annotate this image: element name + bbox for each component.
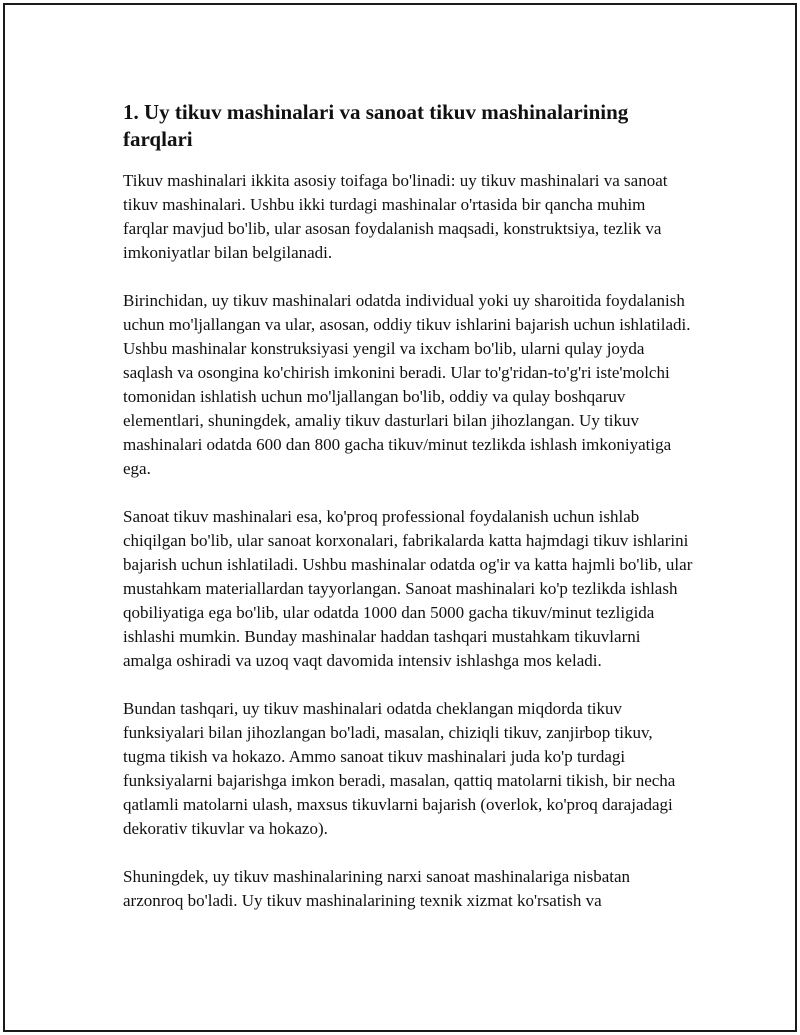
paragraph-intro: Tikuv mashinalari ikkita asosiy toifaga bo'linadi: uy tikuv mashinalari va sanoat tikuv mashinalari. Ushbu ikki turdagi mashinalar o'rtasida bir qancha muhim farqlar mavjud bo'lib, ular asosan foydalanish maqsadi, konstruktsiya, tezlik va imkoniyatlar bilan belgilanadi. xyxy=(123,171,668,262)
document-body xyxy=(123,99,693,937)
paragraph-functions: Bundan tashqari, uy tikuv mashinalari odatda cheklangan miqdorda tikuv funksiyalari bilan jihozlangan bo'ladi, masalan, chiziqli tikuv, zanjirbop tikuv, tugma tikish va hokazo. Ammo sanoat tikuv mashinalari juda ko'p turdagi funksiyalarni bajarishga imkon beradi, masalan, qattiq matolarni tikish, bir necha qatlamli matolarni ulash, maxsus tikuvlarni bajarish (overlok, ko'proq darajadagi dekorativ tikuvlar va hokazo). xyxy=(123,699,676,838)
page-frame xyxy=(4,4,796,1031)
section-heading: 1. Uy tikuv mashinalari va sanoat tikuv mashinalarining farqlari xyxy=(123,100,629,151)
paragraph-price: Shuningdek, uy tikuv mashinalarining narxi sanoat mashinalariga nisbatan arzonroq bo'ladi. Uy tikuv mashinalarining texnik xizmat ko'rsatish va xyxy=(123,867,631,910)
paragraph-home-machines: Birinchidan, uy tikuv mashinalari odatda individual yoki uy sharoitida foydalanish uchun mo'ljallangan va ular, asosan, oddiy tikuv ishlarini bajarish uchun ishlatiladi. Ushbu mashinalar konstruksiyasi yengil va ixcham bo'lib, ularni qulay joyda saqlash va osongina ko'chirish imkonini beradi. Ular to'g'ridan-to'g'ri iste'molchi tomonidan ishlatish uchun mo'ljallangan bo'lib, oddiy va qulay boshqaruv elementlari, shuningdek, amaliy tikuv dasturlari bilan jihozlangan. Uy tikuv mashinalari odatda 600 dan 800 gacha tikuv/minut tezlikda ishlash imkoniyatiga ega. xyxy=(123,291,691,478)
paragraph-industrial-machines: Sanoat tikuv mashinalari esa, ko'proq professional foydalanish uchun ishlab chiqilgan bo'lib, ular sanoat korxonalari, fabrikalarda katta hajmdagi tikuv ishlarini bajarish uchun ishlatiladi. Ushbu mashinalar odatda og'ir va katta hajmli bo'lib, ular mustahkam materiallardan tayyorlangan. Sanoat mashinalari ko'p tezlikda ishlash qobiliyatiga ega bo'lib, ular odatda 1000 dan 5000 gacha tikuv/minut tezligida ishlashi mumkin. Bunday mashinalar haddan tashqari mustahkam tikuvlarni amalga oshiradi va uzoq vaqt davomida intensiv ishlashga mos keladi. xyxy=(123,507,693,670)
